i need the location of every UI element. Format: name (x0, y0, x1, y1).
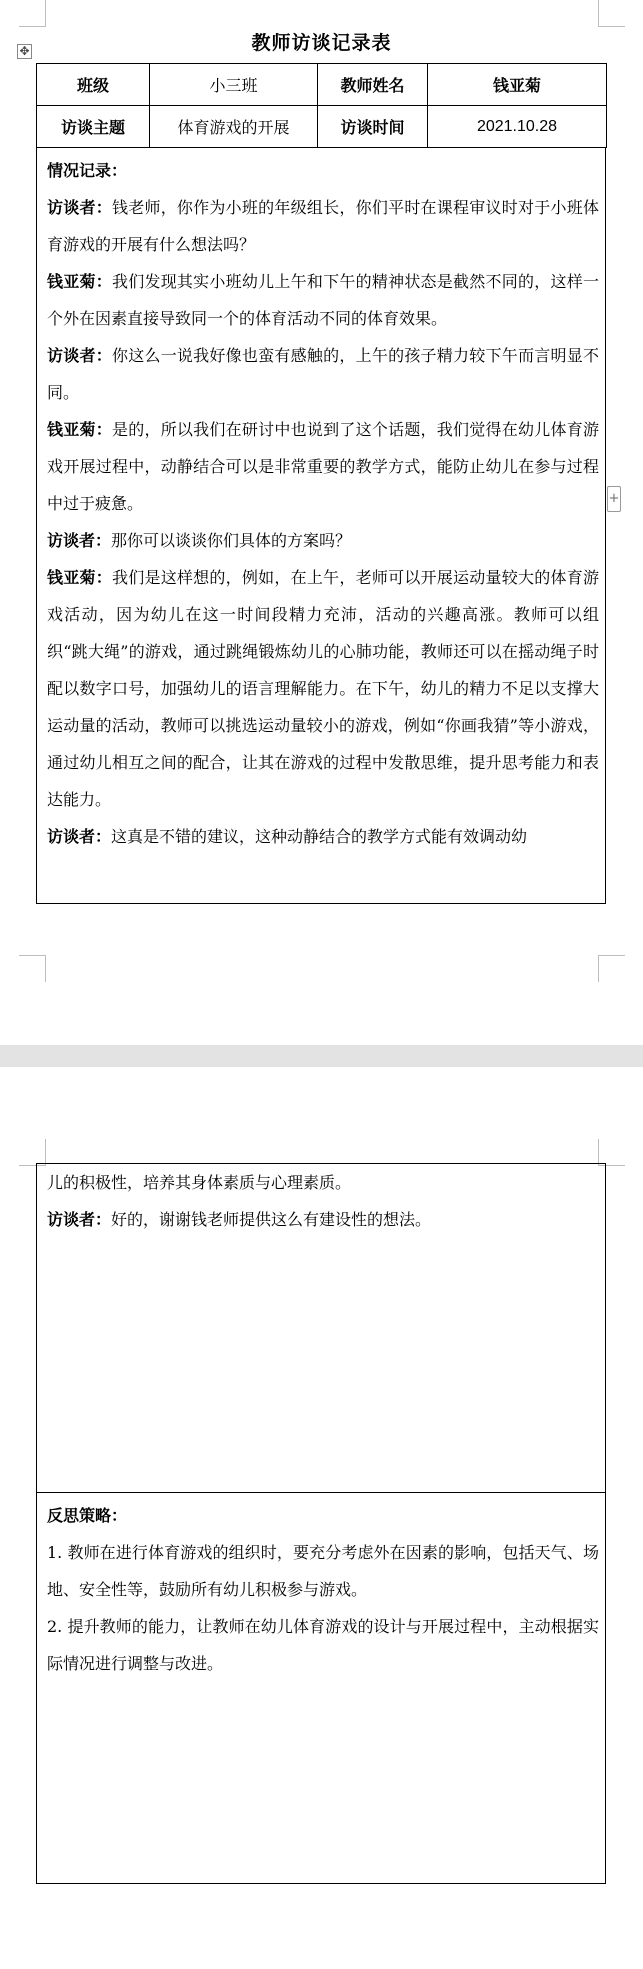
reflection-item: 1. 教师在进行体育游戏的组织时，要充分考虑外在因素的影响，包括天气、场地、安全性等，鼓励所有幼儿积极参与游戏。 (47, 1543, 599, 1599)
add-column-icon[interactable]: + (607, 486, 621, 512)
time-label: 访谈时间 (318, 106, 428, 148)
page-gap (0, 1045, 643, 1067)
crop-mark (19, 0, 46, 27)
dialog-entry: 钱亚菊：我们发现其实小班幼儿上午和下午的精神状态是截然不同的，这样一个外在因素直接导致同一个的体育活动不同的体育效果。 (47, 272, 599, 328)
record-cell-continued[interactable] (36, 1163, 606, 1493)
table-move-handle-icon[interactable]: ✥ (17, 44, 32, 59)
crop-mark (598, 955, 625, 982)
info-row-class (37, 64, 607, 106)
dialog-entry: 钱亚菊：我们是这样想的，例如，在上午，老师可以开展运动量较大的体育游戏活动，因为幼儿在这一时间段精力充沛，活动的兴趣高涨。教师可以组织“跳大绳”的游戏，通过跳绳锻炼幼儿的心肺功能，教师还可以在摇动绳子时配以数字口号，加强幼儿的语言理解能力。在下午，幼儿的精力不足以支撑大运动量的活动，教师可以挑选运动量较小的游戏，例如“你画我猜”等小游戏，通过幼儿相互之间的配合，让其在游戏的过程中发散思维，提升思考能力和表达能力。 (47, 568, 599, 809)
crop-mark (19, 1139, 46, 1166)
dialog-entry: 钱亚菊：是的，所以我们在研讨中也说到了这个话题，我们觉得在幼儿体育游戏开展过程中，动静结合可以是非常重要的教学方式，能防止幼儿在参与过程中过于疲惫。 (47, 420, 599, 513)
dialog-entry: 访谈者：好的，谢谢钱老师提供这么有建设性的想法。 (47, 1210, 432, 1229)
dialog-entry: 访谈者：你这么一说我好像也蛮有感触的，上午的孩子精力较下午而言明显不同。 (47, 346, 599, 402)
info-row-topic (37, 106, 607, 148)
document-title: 教师访谈记录表 (251, 32, 392, 54)
crop-mark (598, 0, 625, 27)
teacher-label: 教师姓名 (318, 64, 428, 106)
class-value[interactable]: 小三班 (150, 64, 318, 106)
info-table (36, 63, 607, 148)
time-value[interactable]: 2021.10.28 (428, 106, 607, 148)
dialog-entry: 访谈者：那你可以谈谈你们具体的方案吗？ (47, 531, 352, 550)
record-cell[interactable] (36, 147, 606, 904)
class-label: 班级 (37, 64, 150, 106)
topic-label: 访谈主题 (37, 106, 150, 148)
crop-mark (598, 1139, 625, 1166)
dialog-entry: 访谈者：这真是不错的建议，这种动静结合的教学方式能有效调动幼 (47, 827, 528, 846)
crop-mark (19, 955, 46, 982)
reflection-heading: 反思策略： (47, 1506, 128, 1525)
reflection-item: 2. 提升教师的能力，让教师在幼儿体育游戏的设计与开展过程中，主动根据实际情况进行调整与改进。 (47, 1617, 599, 1673)
dialog-entry: 访谈者：钱老师，你作为小班的年级组长，你们平时在课程审议时对于小班体育游戏的开展有什么想法吗？ (47, 198, 599, 254)
reflection-cell[interactable] (36, 1492, 606, 1884)
topic-value[interactable]: 体育游戏的开展 (150, 106, 318, 148)
record-heading: 情况记录： (47, 161, 128, 180)
dialog-continuation: 儿的积极性，培养其身体素质与心理素质。 (47, 1173, 352, 1192)
teacher-value[interactable]: 钱亚菊 (428, 64, 607, 106)
